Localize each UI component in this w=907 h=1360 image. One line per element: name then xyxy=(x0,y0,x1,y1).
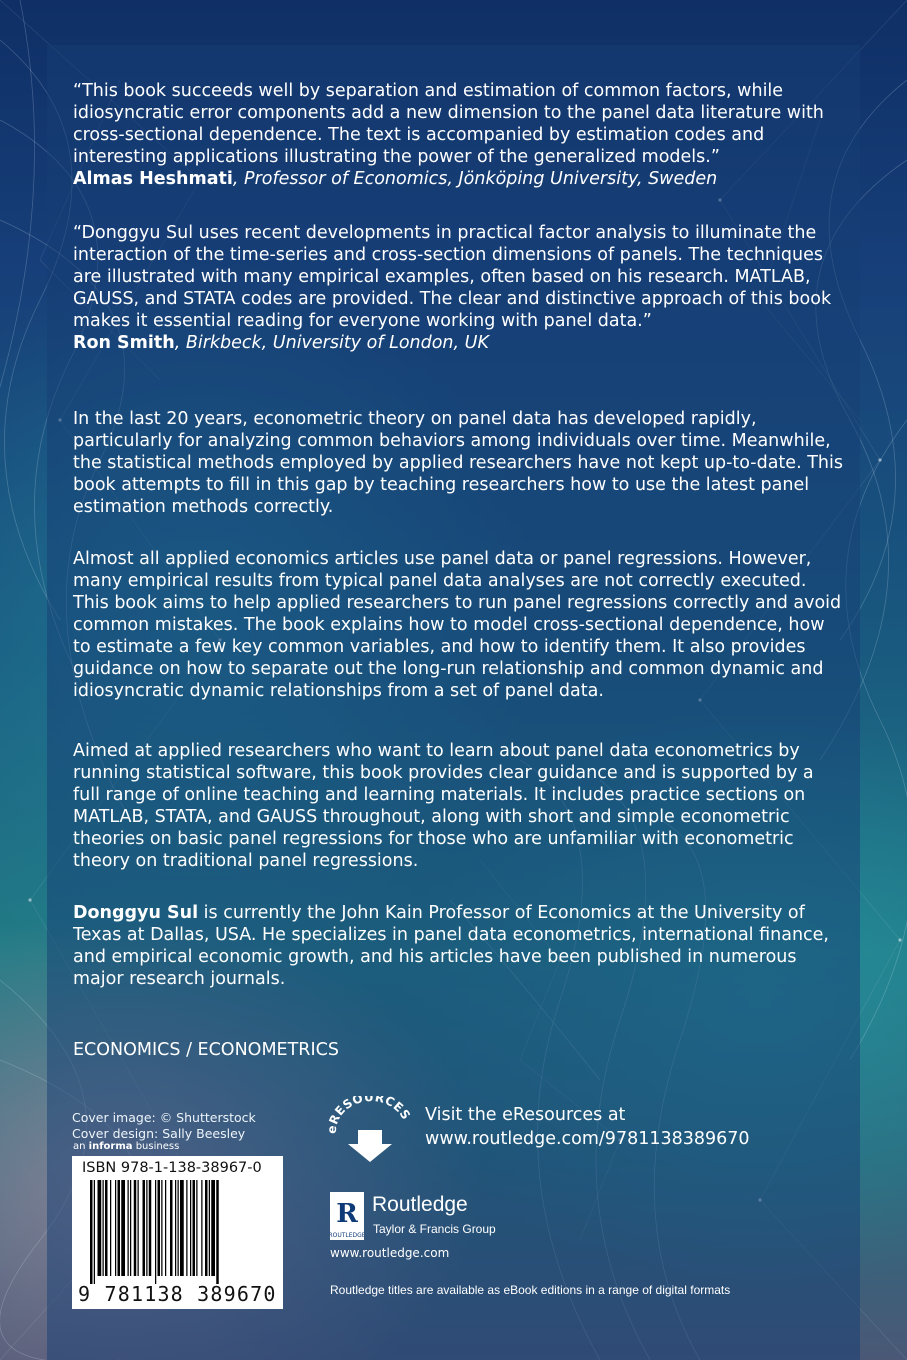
barcode-bar xyxy=(98,1180,102,1276)
barcode-bar xyxy=(180,1180,184,1276)
barcode-bar xyxy=(155,1180,156,1284)
quote-1-text: “This book succeeds well by separation and estimation of common factors, while idiosyncratic error components add a new dimension to the panel data literature with cross-sectional dependence. The text is accompanied by estimation codes and interesting applications illustrating the power of the generalized models.” xyxy=(73,81,824,167)
barcode-bar xyxy=(105,1180,108,1276)
eresources-icon xyxy=(328,1096,412,1166)
barcode-bar xyxy=(128,1180,129,1276)
quote-2 xyxy=(73,222,843,354)
publisher-group: Taylor & Francis Group xyxy=(373,1222,496,1236)
barcode-bar xyxy=(103,1180,104,1276)
author-bio xyxy=(73,902,843,990)
barcode-digits: 9 781138 389670 xyxy=(78,1282,277,1306)
barcode-bar xyxy=(175,1180,176,1276)
publisher-name: Routledge xyxy=(372,1193,468,1216)
barcode-bar xyxy=(211,1180,215,1276)
quote-1 xyxy=(73,80,843,190)
barcode-bar xyxy=(170,1180,173,1276)
quote-2-affiliation: , Birkbeck, University of London, UK xyxy=(174,333,489,353)
barcode-bar xyxy=(205,1180,208,1276)
barcode-bar xyxy=(110,1180,111,1276)
description-paragraph-2-text: Almost all applied economics articles use panel data or panel regressions. However, many empirical results from typical panel data analyses are not correctly executed. This book aims to help applied researchers to run panel regressions correctly and avoid common mistakes. The book explains how to model cross-sectional dependence, how to estimate a few key common variables, and how to identify them. It also provides guidance on how to separate out the long-run relationship and common dynamic and idiosyncratic dynamic relationships from a set of panel data. xyxy=(73,549,842,701)
barcode-bar xyxy=(178,1180,179,1276)
description-paragraph-2 xyxy=(73,548,843,702)
quote-2-text: “Donggyu Sul uses recent developments in practical factor analysis to illuminate the interaction of the time-series and cross-section dimensions of panels. The techniques are illustrated with many empirical examples, often based on his research. MATLAB, GAUSS, and STATA codes are provided. The clear and distinctive approach of this book makes it essential reading for everyone working with panel data.” xyxy=(73,223,832,331)
informa-suffix: business xyxy=(132,1141,180,1152)
barcode-bar xyxy=(138,1180,139,1276)
ebook-note: Routledge titles are available as eBook editions in a range of digital formats xyxy=(330,1283,731,1297)
publisher-url[interactable]: www.routledge.com xyxy=(330,1246,450,1260)
informa-prefix: an xyxy=(73,1141,89,1152)
barcode-bar xyxy=(143,1180,146,1276)
eresources-text xyxy=(425,1103,750,1151)
barcode-bar xyxy=(146,1180,147,1276)
author-bio-text: is currently the John Kain Professor of Economics at the University of Texas at Dallas, USA. He specializes in panel data econometrics, international finance, and empirical economic growth, and his articles have been published in numerous major research journals. xyxy=(73,903,829,989)
quote-1-attribution xyxy=(73,168,843,190)
author-bio-name: Donggyu Sul xyxy=(73,903,199,923)
informa-brand: informa xyxy=(88,1141,133,1152)
eresources-line-1: Visit the eResources at xyxy=(425,1105,626,1125)
barcode-bar xyxy=(130,1180,131,1276)
barcode-bar xyxy=(94,1180,95,1284)
eresources-badge xyxy=(328,1096,412,1170)
barcode-bar xyxy=(209,1180,210,1276)
eresources-badge-label: ESOURCES xyxy=(332,1096,412,1123)
quote-2-attribution xyxy=(73,332,843,354)
svg-text:eRESOURCES xyxy=(328,1096,412,1134)
description-paragraph-3 xyxy=(73,740,843,872)
informa-business-label xyxy=(73,1141,179,1152)
eresources-url[interactable]: www.routledge.com/9781138389670 xyxy=(425,1129,750,1149)
barcode-bar xyxy=(115,1180,116,1276)
description-paragraph-1 xyxy=(73,408,843,518)
barcode-bar xyxy=(134,1180,137,1276)
routledge-logo-vertical: ROUTLEDGE xyxy=(330,1232,364,1239)
barcode-bar xyxy=(190,1180,191,1276)
quote-2-author: Ron Smith xyxy=(73,333,175,353)
quote-1-author: Almas Heshmati xyxy=(73,169,233,189)
description-paragraph-3-text: Aimed at applied researchers who want to learn about panel data econometrics by running statistical software, this book provides clear guidance and is supported by a full range of online teaching and learning materials. It includes practice sections on MATLAB, STATA, and GAUSS throughout, along with short and simple econometric theories on basic panel regressions for those who are unfamiliar with econometric theory on traditional panel regressions. xyxy=(73,741,814,871)
subject-category: ECONOMICS / ECONOMETRICS xyxy=(73,1040,339,1060)
quote-1-affiliation: , Professor of Economics, Jönköping University, Sweden xyxy=(232,169,718,189)
barcode-bar xyxy=(161,1180,162,1276)
cover-design-credit: Cover design: Sally Beesley xyxy=(72,1126,246,1141)
barcode-bar xyxy=(201,1180,202,1276)
barcode-bar xyxy=(118,1180,121,1276)
routledge-logo-letter: R xyxy=(336,1199,358,1229)
description-paragraph-1-text: In the last 20 years, econometric theory on panel data has developed rapidly, particularly for analyzing common behaviors among individuals over time. Meanwhile, the statistical methods employed by applied researchers have not kept up-to-date. This book attempts to fill in this gap by teaching researchers how to use the latest panel estimation methods correctly. xyxy=(73,409,843,517)
barcode-bar xyxy=(216,1180,219,1284)
barcode-bar xyxy=(196,1180,197,1276)
barcode-bar xyxy=(149,1180,152,1276)
routledge-logo xyxy=(330,1192,364,1244)
isbn-label: ISBN 978-1-138-38967-0 xyxy=(82,1160,262,1176)
cover-image-credit: Cover image: © Shutterstock xyxy=(72,1110,256,1125)
barcode-bar xyxy=(158,1180,161,1276)
barcode-bar xyxy=(186,1180,187,1276)
routledge-logo-icon xyxy=(330,1192,364,1240)
barcode-bar xyxy=(121,1180,125,1276)
barcode-bar xyxy=(193,1180,196,1276)
barcode-bar xyxy=(90,1180,93,1284)
barcode-box xyxy=(72,1156,283,1309)
barcode-bar xyxy=(165,1180,166,1276)
